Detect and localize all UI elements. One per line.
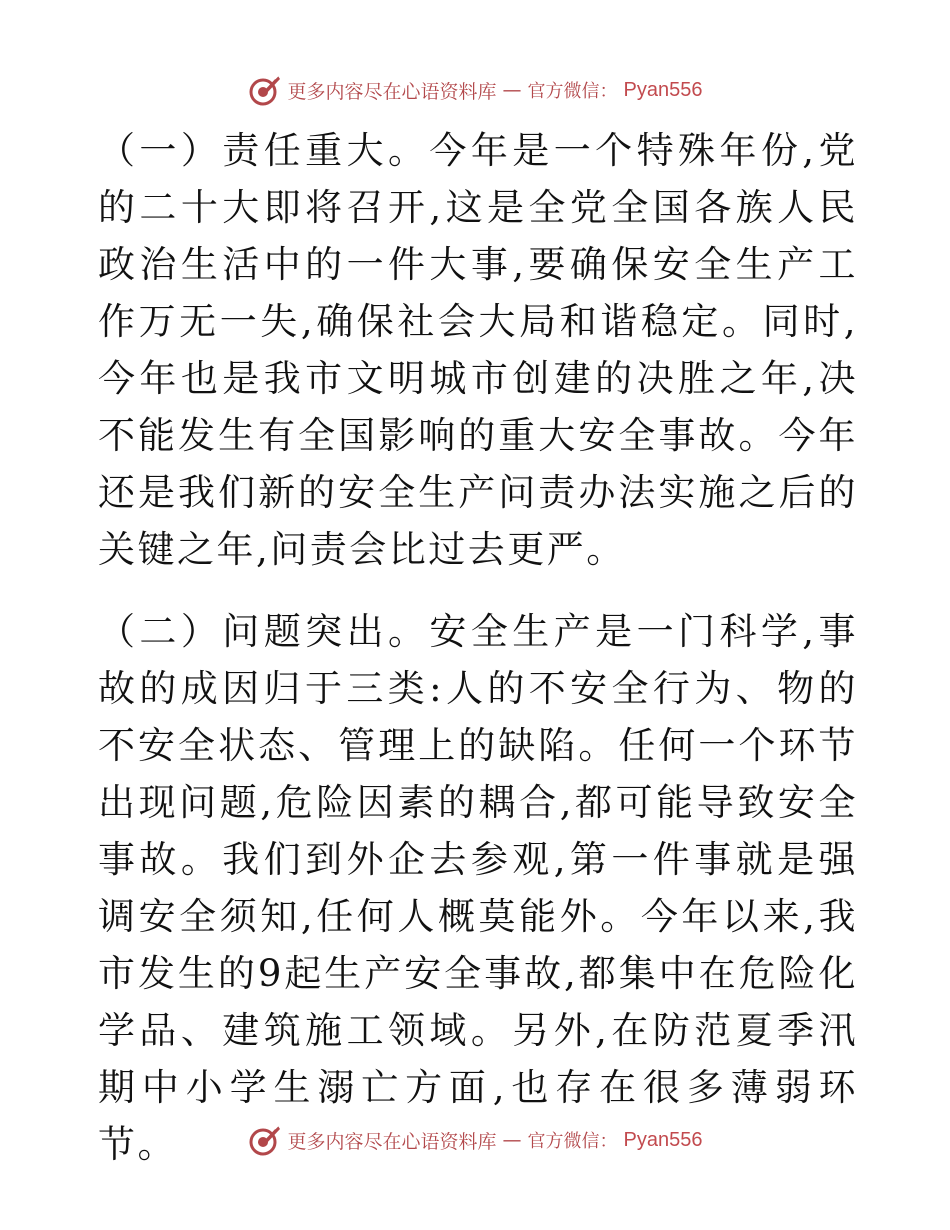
paragraph-1: （一）责任重大。今年是一个特殊年份,党的二十大即将召开,这是全党全国各族人民政治生活中的一件大事,要确保安全生产工作万无一失,确保社会大局和谐稳定。同时,今年也是我市文明城市创建的决胜之年,决不能发生有全国影响的重大安全事故。今年还是我们新的安全生产问责办法实施之后的关键之年,问责会比过去更严。 bbox=[98, 129, 858, 571]
banner-wechat-id: Pyan556 bbox=[623, 78, 703, 101]
footer-slogan: 更多内容尽在心语资料库 bbox=[287, 1130, 497, 1153]
banner-dash: — bbox=[502, 79, 522, 101]
paragraph-2: （二）问题突出。安全生产是一门科学,事故的成因归于三类:人的不安全行为、物的不安全状态、管理上的缺陷。任何一个环节出现问题,危险因素的耦合,都可能导致安全事故。我们到外企去参观,第一件事就是强调安全须知,任何人概莫能外。今年以来,我市发生的9起生产安全事故,都集中在危险化学品、建筑施工领域。另外,在防范夏季汛期中小学生溺亡方面,也存在很多薄弱环节。 bbox=[98, 610, 858, 1166]
quill-logo-icon bbox=[248, 1123, 282, 1157]
banner-slogan: 更多内容尽在心语资料库 bbox=[287, 80, 497, 103]
footer-dash: — bbox=[502, 1129, 522, 1151]
footer-wechat-label: 官方微信： bbox=[527, 1131, 618, 1152]
footer-banner bbox=[0, 1120, 950, 1160]
quill-logo-icon bbox=[248, 73, 282, 107]
footer-wechat-id: Pyan556 bbox=[623, 1128, 703, 1151]
banner-wechat-label: 官方微信： bbox=[527, 81, 618, 102]
document-body bbox=[98, 122, 858, 1173]
header-banner bbox=[0, 70, 950, 110]
